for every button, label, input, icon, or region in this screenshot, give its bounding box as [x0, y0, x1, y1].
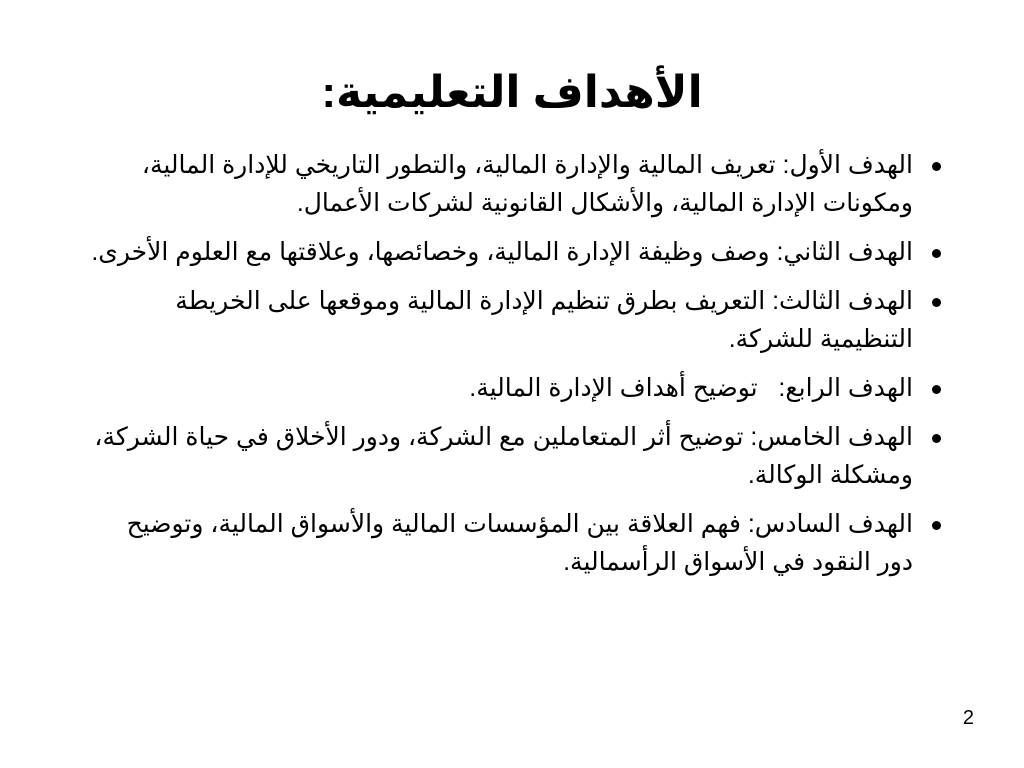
bullet-icon — [932, 521, 941, 530]
slide-title: الأهداف التعليمية: — [321, 68, 703, 117]
objective-item-3 — [88, 282, 943, 358]
objective-text: الهدف الثالث: التعريف بطرق تنظيم الإدارة المالية وموقعها على الخريطة التنظيمية للشركة. — [175, 287, 913, 353]
objective-item-4 — [88, 369, 943, 407]
objective-item-1 — [88, 146, 943, 222]
objective-text: الهدف السادس: فهم العلاقة بين المؤسسات المالية والأسواق المالية، وتوضيح دور النقود في الأسواق الرأسمالية. — [126, 510, 913, 576]
objective-item-5 — [88, 418, 943, 494]
objective-text: الهدف الثاني: وصف وظيفة الإدارة المالية، وخصائصها، وعلاقتها مع العلوم الأخرى. — [91, 238, 913, 266]
objective-text: الهدف الرابع: توضيح أهداف الإدارة المالية. — [469, 374, 913, 402]
bullet-icon — [932, 385, 941, 394]
objective-text: الهدف الأول: تعريف المالية والإدارة المالية، والتطور التاريخي للإدارة المالية، ومكونات الإدارة المالية، والأشكال القانونية لشركات الأعمال. — [141, 151, 913, 217]
objective-item-2 — [88, 233, 943, 271]
bullet-icon — [932, 298, 941, 307]
bullet-icon — [932, 162, 941, 171]
objective-text: الهدف الخامس: توضيح أثر المتعاملين مع الشركة، ودور الأخلاق في حياة الشركة، ومشكلة الوكالة. — [94, 423, 913, 489]
objectives-list — [88, 146, 943, 592]
bullet-icon — [932, 249, 941, 258]
objective-item-6 — [88, 505, 943, 581]
bullet-icon — [932, 434, 941, 443]
page-number: 2 — [962, 707, 974, 729]
